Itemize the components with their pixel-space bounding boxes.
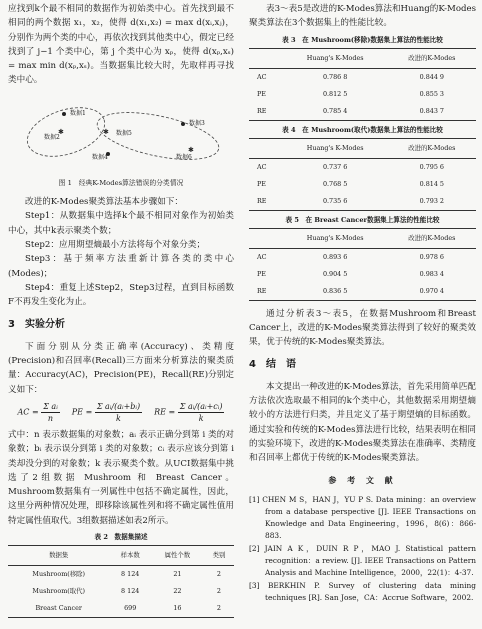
table-header — [249, 48, 283, 68]
table-cell: 0.812 5 — [322, 89, 348, 98]
table-header — [249, 138, 283, 158]
figure-label-2: 数据2 — [44, 133, 60, 141]
table-cell: 0.735 6 — [322, 196, 348, 205]
table-header: 改进的K-Modes — [388, 228, 476, 248]
table-cell: PE — [257, 269, 266, 278]
reference-item: [1] CHEN M S，HAN J，YU P S. Data mining：an overview from a database perspective [J]. IEEE Transactions on Knowledge and Data Engineering，1996，8(6)：866-883. — [249, 494, 476, 540]
table-row — [249, 103, 476, 121]
definitions-paragraph: 式中：n 表示数据集的对象数；aᵢ 表示正确分到第 i 类的对象数；bᵢ 表示误分到第 i 类的对象数；cᵢ 表示应该分到第 i 类却没分到的对象数；k 表示聚类个数。从UCI数据集中挑选了2组数据 Mushroom 和 Breast Cancer。Mushroom数据集有一列属性中包括不确定属性，因此，这里分两种情况处理，即移除该属性列和将不确定属性值用特定属性值取代。3组数据描述如表2所示。 — [8, 429, 234, 526]
figure-label-6: 数据6 — [176, 153, 192, 161]
table-cell: Mushroom(取代) — [32, 587, 86, 596]
formula-ac: AC = $\frac{\text{Σ aᵢ}}{n}$ — [17, 401, 58, 423]
table-row — [249, 176, 476, 193]
table-cell: 2 — [216, 604, 221, 613]
table-3 — [249, 48, 476, 121]
table-cell: 0.737 6 — [322, 162, 348, 171]
table-cell: AC — [257, 72, 267, 81]
table-cell: 21 — [173, 570, 182, 579]
right-column — [249, 2, 476, 605]
left-column — [8, 2, 234, 618]
step-3: Step3：基于频率方法重新计算各类的类中心(Modes)； — [8, 254, 234, 279]
table-row — [249, 158, 476, 176]
table-cell: 0.768 5 — [322, 179, 348, 188]
reference-item: [2] JAIN A K，DUIN R P，MAO J. Statistical pattern recognition：a review. [J]. IEEE Transactions on Pattern Analysis and Machine Intelligence，2000，22(1)：4-37. — [249, 543, 476, 577]
references-list — [249, 494, 476, 604]
table-2-header: 属性个数 — [151, 546, 204, 566]
table-row — [8, 566, 234, 584]
table-row — [8, 600, 234, 618]
table-cell: 2 — [216, 570, 221, 579]
intro-paragraph: 应找到k个最不相同的数据作为初始类中心。首先找到最不相同的两个数据 x₁，x₂，使得 d(x₁,x₂) = max d(xᵢ,xⱼ)，分别作为两个类的中心，再依次找到其他类中心，假定已经找到了 j−1 个类中心，第 j 个类中心为 xₚ，使得 d(xₚ,xₛ) = max min d(xₚ,xₛ)。当数据集比较大时，先取样再寻找类中心。 — [8, 4, 234, 86]
table-4 — [249, 138, 476, 211]
table-cell: 22 — [173, 587, 182, 596]
figure-caption: 图 1 经典K-Modes算法错误的分类情况 — [58, 178, 184, 187]
svg-text:✱: ✱ — [188, 145, 194, 154]
table-cell: 0.855 3 — [419, 89, 445, 98]
svg-text:✱: ✱ — [58, 127, 64, 136]
table-cell: 0.795 6 — [419, 162, 445, 171]
table-cell: 0.844 9 — [419, 72, 445, 81]
table-header: Huang's K-Modes — [283, 138, 388, 158]
table-row — [8, 583, 234, 600]
metrics-paragraph: 下面分别从分类正确率(Accuracy)、类精度(Precision)和召回率(Recall)三方面来分析算法的聚类质量：Accuracy(AC)，Precision(PE)，Recall(RE)分别定义如下： — [8, 341, 234, 395]
table-row — [249, 86, 476, 103]
table-header: Huang's K-Modes — [283, 48, 388, 68]
section-heading-4: 4 结 语 — [249, 359, 296, 371]
table-cell: AC — [257, 252, 267, 261]
cluster-figure — [8, 94, 234, 174]
table-row — [249, 68, 476, 86]
table-2-caption: 表 2 数据集描述 — [94, 533, 148, 542]
table-cell: 2 — [216, 587, 221, 596]
table-5-caption: 表 5 在 Breast Cancer数据集上算法的性能比较 — [285, 215, 440, 224]
step-4: Step4：重复上述Step2，Step3过程，直到目标函数F不再发生变化为止。 — [8, 282, 234, 308]
analysis-paragraph: 通过分析表3～表5，在数据Mushroom和Breast Cancer上，改进的K-Modes聚类算法得到了较好的聚类效果，优于传统的K-Modes聚类算法。 — [249, 308, 476, 348]
table-header: Huang's K-Modes — [283, 228, 388, 248]
table-2-header: 数据集 — [8, 546, 109, 566]
table-cell: 0.814 5 — [419, 179, 445, 188]
references-title: 参 考 文 献 — [328, 475, 397, 485]
figure-label-5: 数据5 — [116, 129, 132, 137]
table-cell: 0.904 5 — [322, 269, 348, 278]
table-cell: 0.893 6 — [322, 252, 348, 261]
table-cell: Mushroom(移除) — [32, 570, 86, 579]
svg-text:✱: ✱ — [103, 127, 109, 136]
table-4-caption: 表 4 在 Mushroom(取代)数据集上算法的性能比较 — [282, 125, 443, 134]
table-3-caption: 表 3 在 Mushroom(移除)数据集上算法的性能比较 — [282, 35, 443, 44]
figure-label-1: 数据1 — [70, 109, 86, 117]
table-cell: 699 — [124, 604, 137, 613]
step-1: Step1：从数据集中选择k个最不相同对象作为初始类中心，其中k表示聚类个数； — [8, 211, 234, 236]
table-cell: PE — [257, 89, 266, 98]
table-header: 改进的K-Modes — [388, 48, 476, 68]
step-2: Step2：应用期望熵最小方法将每个对象分类； — [25, 239, 206, 250]
table-cell: 0.793 2 — [419, 196, 445, 205]
formula-re: RE = $\frac{\text{Σ aᵢ/(aᵢ+cᵢ)}}{k}$ — [154, 401, 223, 423]
formula-pe: PE = $\frac{\text{Σ aᵢ/(aᵢ+bᵢ)}}{k}$ — [71, 401, 141, 423]
tables-intro: 表3～表5是改进的K-Modes算法和Huang的K-Modes聚类算法在3个数据集上的性能比较。 — [249, 4, 476, 29]
reference-item: [3] BERKHIN P. Survey of clustering data mining techniques [R]. San Jose，CA：Accrue Software，2002. — [249, 580, 476, 602]
table-2-header: 样本数 — [109, 546, 151, 566]
table-header: 改进的K-Modes — [388, 138, 476, 158]
table-cell: Breast Cancer — [35, 604, 82, 613]
table-cell: 0.785 4 — [322, 106, 348, 115]
table-2 — [8, 545, 234, 618]
table-2-header: 类别 — [204, 546, 234, 566]
table-cell: 8 124 — [121, 570, 140, 579]
table-cell: RE — [257, 286, 267, 295]
table-cell: 0.843 7 — [419, 106, 445, 115]
section-heading-3: 3 实验分析 — [8, 319, 65, 331]
table-cell: PE — [257, 179, 266, 188]
table-cell: 8 124 — [121, 587, 140, 596]
conclusion-paragraph: 本文提出一种改进的K-Modes算法，首先采用简单匹配方法依次选取最不相同的k个类中心，其他数据采用期望熵较小的方法进行归类，并且定义了基于期望熵的目标函数。通过实验和传统的K-Modes算法进行比较，结果表明在相同的实验环境下，改进的K-Modes聚类算法在准确率、类精度和召回率上都优于传统的K-Modes聚类算法。 — [249, 381, 476, 464]
table-cell: RE — [257, 106, 267, 115]
metric-formulas — [8, 401, 234, 424]
table-cell: 16 — [173, 604, 182, 613]
table-cell: 0.786 8 — [322, 72, 348, 81]
table-header — [249, 228, 283, 248]
table-row — [249, 266, 476, 283]
figure-label-3: 数据3 — [189, 119, 205, 127]
table-cell: 0.836 5 — [322, 286, 348, 295]
steps-intro: 改进的K-Modes聚类算法基本步骤如下： — [25, 197, 183, 208]
table-cell: RE — [257, 196, 267, 205]
table-row — [249, 248, 476, 266]
table-cell: 0.978 6 — [419, 252, 445, 261]
table-cell: AC — [257, 162, 267, 171]
table-row — [249, 193, 476, 211]
table-5 — [249, 228, 476, 301]
table-cell: 0.983 4 — [419, 269, 445, 278]
table-row — [249, 283, 476, 301]
figure-label-4: 数据4 — [92, 153, 108, 161]
table-cell: 0.970 4 — [419, 286, 445, 295]
